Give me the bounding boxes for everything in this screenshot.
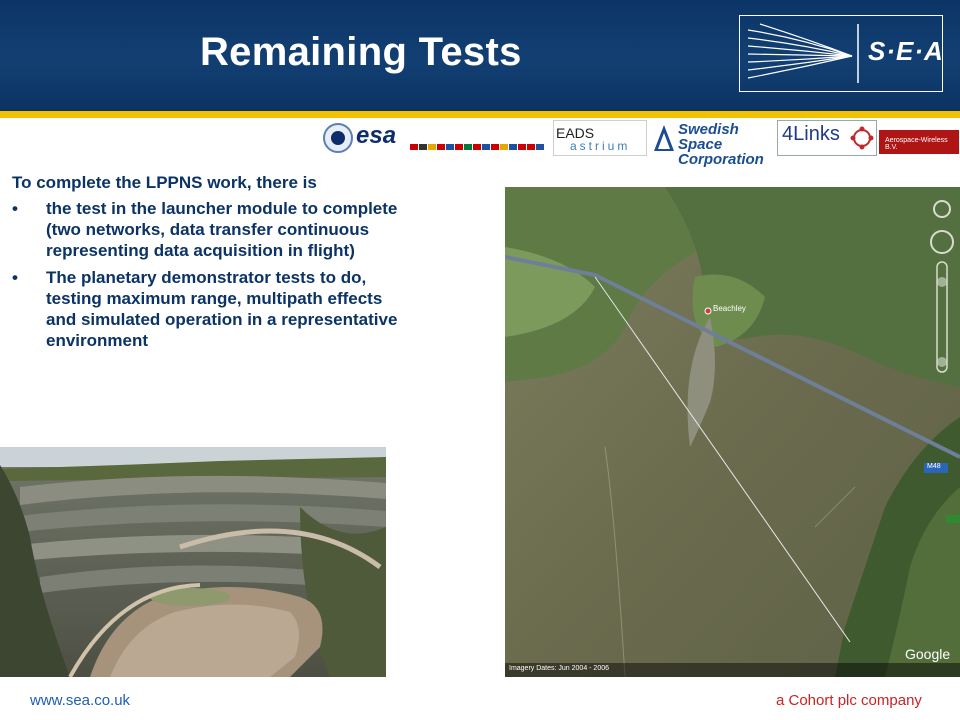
footer-tagline: a Cohort plc company — [776, 692, 922, 709]
quarry-photo — [0, 447, 386, 677]
esa-member-flags — [410, 144, 544, 150]
map-place-label: Beachley — [713, 304, 746, 313]
eads-astrium-logo — [553, 120, 647, 156]
footer-website-link[interactable]: www.sea.co.uk — [30, 692, 131, 709]
esa-logo — [322, 120, 548, 156]
bullet-icon: • — [12, 199, 18, 218]
astrium-logo-text: astrium — [570, 139, 631, 153]
esa-logo-text: esa — [356, 122, 397, 149]
sea-logo — [739, 15, 943, 92]
aerospace-wireless-logo — [879, 130, 959, 154]
bullet-icon: • — [12, 268, 18, 287]
fourlinks-logo-text: 4Links — [782, 123, 840, 145]
aerial-map[interactable] — [505, 187, 960, 677]
ssc-logo-text: Swedish Space Corporation — [678, 121, 764, 168]
ssc-logo — [652, 120, 772, 168]
bullet-text: The planetary demonstrator tests to do, testing maximum range, multipath effects and simulated operation in a representative environment — [46, 268, 398, 350]
bullet-text: the test in the launcher module to complete (two networks, data transfer continuous representing data acquisition in flight) — [46, 199, 398, 260]
slide-body — [12, 172, 414, 357]
aerospace-wireless-text: Aerospace-Wireless B.V. — [885, 137, 948, 151]
map-road-label: M48 — [927, 463, 941, 470]
fourlinks-logo — [777, 120, 877, 156]
eads-logo-text: EADS — [556, 125, 595, 141]
intro-text: To complete the LPPNS work, there is — [12, 173, 317, 192]
slide-title: Remaining Tests — [200, 30, 522, 74]
bullet-list — [12, 198, 414, 351]
sea-logo-text: S·E·A — [868, 36, 944, 66]
map-google-credit: Google — [905, 646, 951, 662]
map-imagery-dates: Imagery Dates: Jun 2004 - 2006 — [509, 665, 610, 672]
header-accent-rule — [0, 111, 960, 118]
list-item — [12, 267, 414, 351]
list-item — [12, 198, 414, 261]
